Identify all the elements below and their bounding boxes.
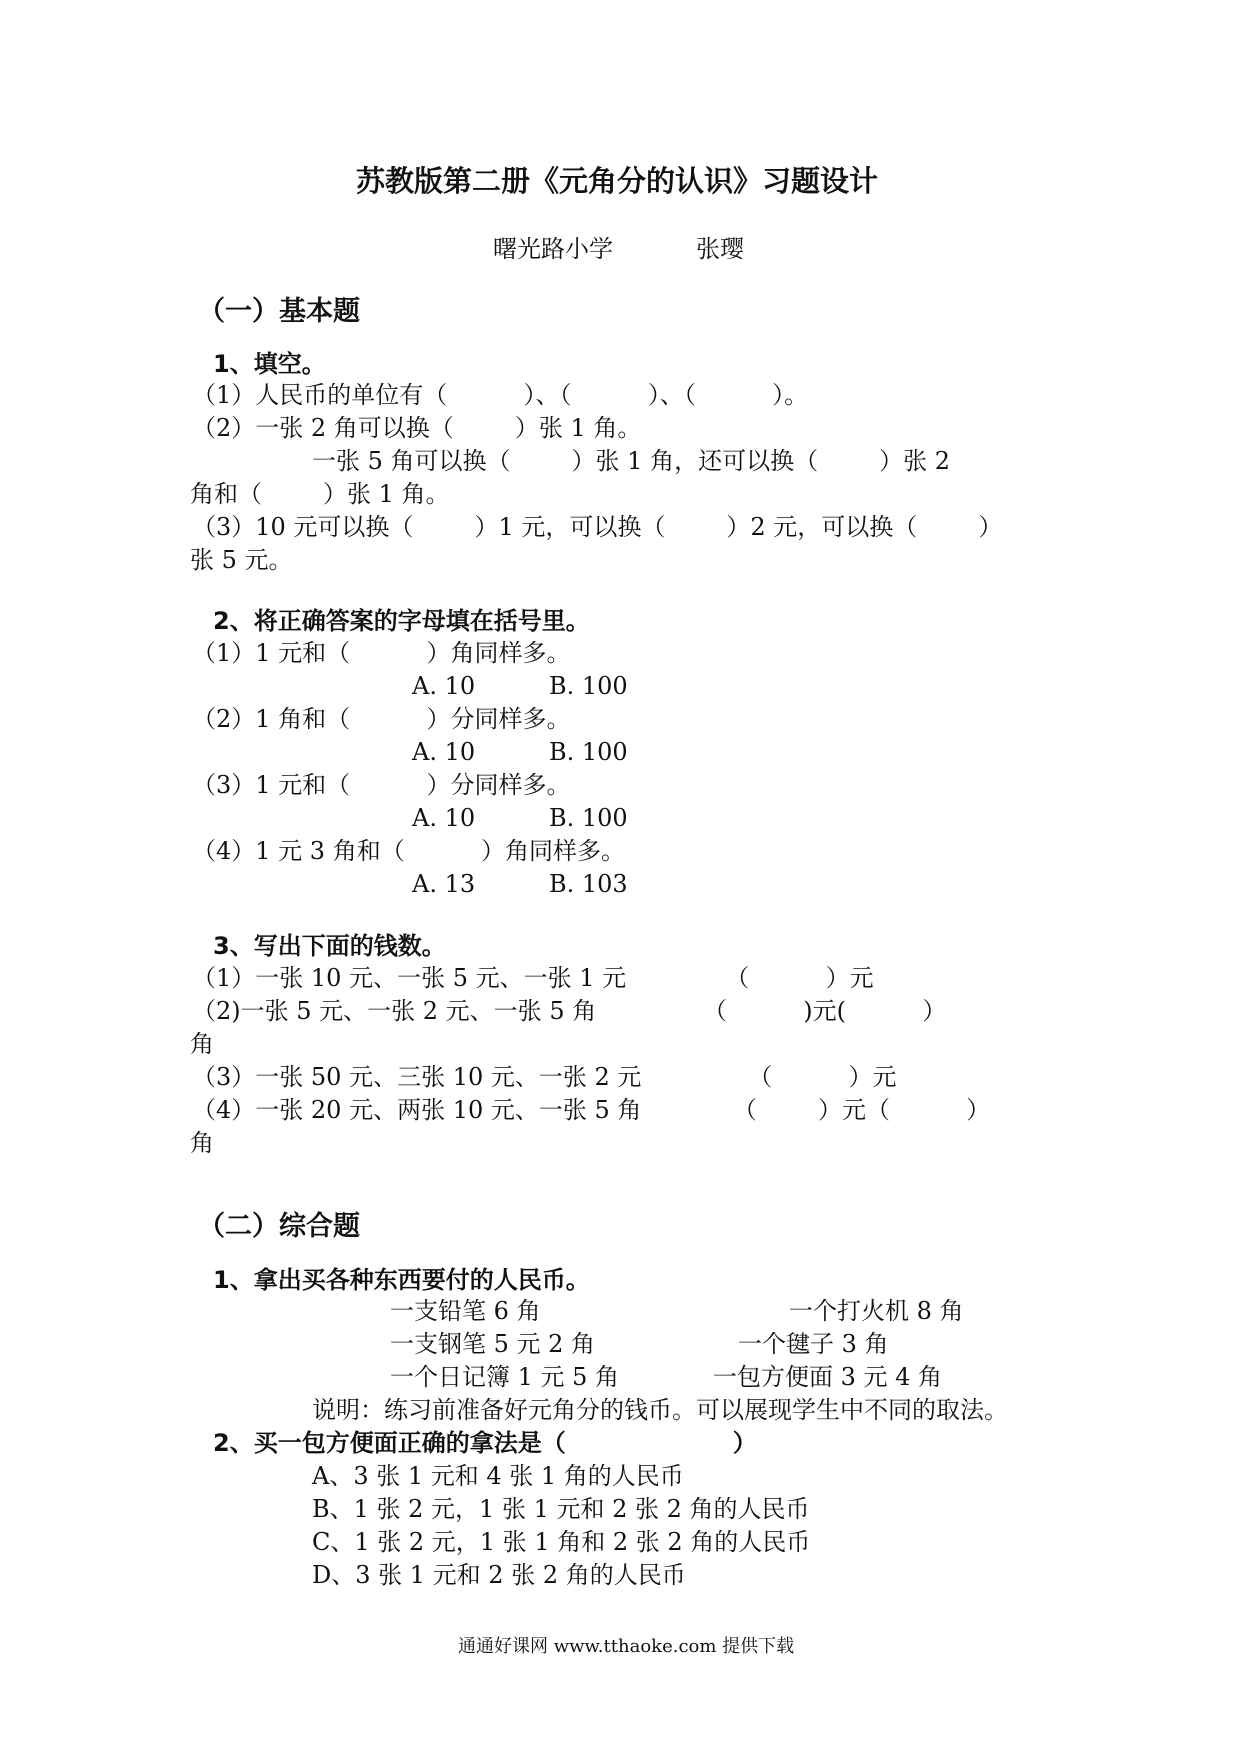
question-line: 角 bbox=[190, 1129, 214, 1157]
section-heading-comprehensive: （二）综合题 bbox=[198, 1211, 360, 1242]
item-line: 一个日记簿 1 元 5 角 bbox=[390, 1363, 620, 1391]
option-a: A. 13 bbox=[412, 870, 476, 898]
option-b: B. 100 bbox=[549, 738, 628, 766]
question-line: （3）一张 50 元、三张 10 元、一张 2 元 （ ）元 bbox=[192, 1063, 897, 1091]
choice-c: C、1 张 2 元，1 张 1 角和 2 张 2 角的人民币 bbox=[312, 1528, 811, 1556]
choice-a: A、3 张 1 元和 4 张 1 角的人民币 bbox=[312, 1462, 684, 1490]
question-line: （2）1 角和（ ）分同样多。 bbox=[192, 705, 571, 733]
question-line: （2）一张 2 角可以换（ ）张 1 角。 bbox=[192, 414, 642, 442]
question-heading: 3、写出下面的钱数。 bbox=[213, 932, 446, 960]
item-line: 一支钢笔 5 元 2 角 bbox=[390, 1330, 596, 1358]
question-line: （1）人民币的单位有（ ）、（ ）、（ ）。 bbox=[192, 381, 809, 409]
item-line: 一包方便面 3 元 4 角 bbox=[713, 1363, 943, 1391]
option-b: B. 103 bbox=[549, 870, 628, 898]
question-line: （2)一张 5 元、一张 2 元、一张 5 角 （ )元( ） bbox=[192, 997, 947, 1025]
option-a: A. 10 bbox=[412, 672, 476, 700]
page-title: 苏教版第二册《元角分的认识》习题设计 bbox=[356, 164, 879, 198]
option-b: B. 100 bbox=[549, 804, 628, 832]
footer-credit: 通通好课网 www.tthaoke.com 提供下载 bbox=[458, 1636, 795, 1657]
section-heading-basic: （一）基本题 bbox=[198, 296, 360, 327]
option-b: B. 100 bbox=[549, 672, 628, 700]
author-name: 张璎 bbox=[696, 235, 744, 263]
item-line: 一个打火机 8 角 bbox=[789, 1297, 964, 1325]
item-line: 一个毽子 3 角 bbox=[738, 1330, 889, 1358]
question-heading: 2、将正确答案的字母填在括号里。 bbox=[213, 607, 590, 635]
question-line: （1）1 元和（ ）角同样多。 bbox=[192, 639, 571, 667]
question-heading: 2、买一包方便面正确的拿法是（ ） bbox=[213, 1429, 757, 1457]
question-line: （4）1 元 3 角和（ ）角同样多。 bbox=[192, 837, 625, 865]
question-line: （4）一张 20 元、两张 10 元、一张 5 角 （ ）元（ ） bbox=[192, 1096, 991, 1124]
school-name: 曙光路小学 bbox=[493, 235, 613, 263]
question-line: 一张 5 角可以换（ ）张 1 角，还可以换（ ）张 2 bbox=[312, 447, 951, 475]
question-line: （3）10 元可以换（ ）1 元，可以换（ ）2 元，可以换（ ） bbox=[192, 513, 1003, 541]
question-heading: 1、填空。 bbox=[213, 350, 326, 378]
note-line: 说明：练习前准备好元角分的钱币。可以展现学生中不同的取法。 bbox=[312, 1396, 1008, 1424]
question-line: 角 bbox=[190, 1030, 214, 1058]
question-line: （1）一张 10 元、一张 5 元、一张 1 元 （ ）元 bbox=[192, 964, 874, 992]
question-heading: 1、拿出买各种东西要付的人民币。 bbox=[213, 1266, 590, 1294]
option-a: A. 10 bbox=[412, 738, 476, 766]
question-line: （3）1 元和（ ）分同样多。 bbox=[192, 771, 571, 799]
question-line: 角和（ ）张 1 角。 bbox=[190, 480, 450, 508]
choice-b: B、1 张 2 元，1 张 1 元和 2 张 2 角的人民币 bbox=[312, 1495, 810, 1523]
item-line: 一支铅笔 6 角 bbox=[390, 1297, 541, 1325]
option-a: A. 10 bbox=[412, 804, 476, 832]
choice-d: D、3 张 1 元和 2 张 2 角的人民币 bbox=[312, 1561, 686, 1589]
question-line: 张 5 元。 bbox=[190, 546, 293, 574]
